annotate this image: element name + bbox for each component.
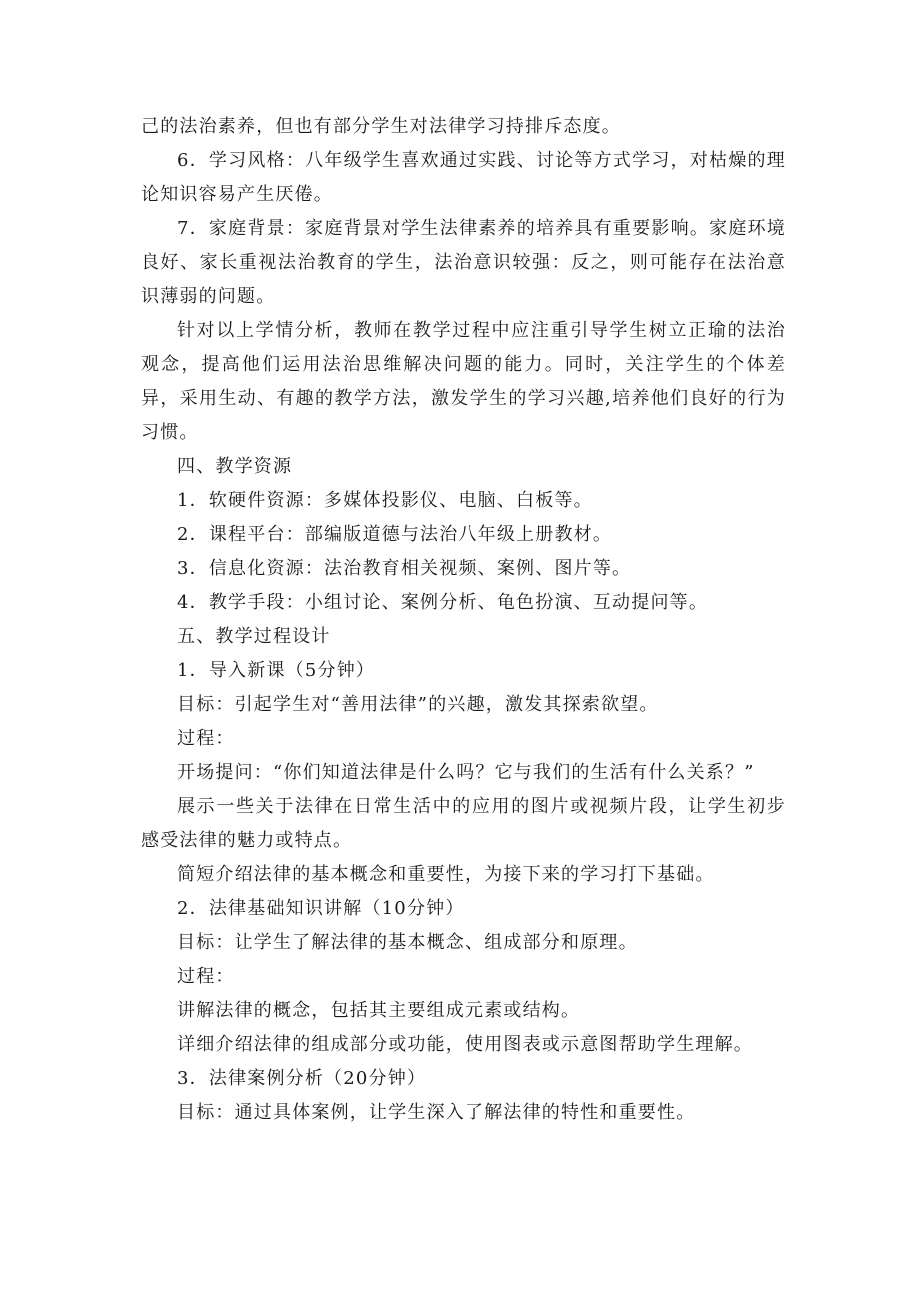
list-item-resource-4: 4．教学手段：小组讨论、案例分析、龟色扮演、互动提问等。 [177, 592, 709, 613]
heading-teaching-resources: 四、教学资源 [177, 456, 293, 477]
document-body [141, 110, 786, 1130]
subheading-intro: 1．导入新课（5分钟） [177, 660, 376, 681]
paragraph-basics-process-label: 过程： [177, 966, 235, 987]
paragraph-basics-goal: 目标：让学生了解法律的基本概念、组成部分和原理。 [177, 932, 638, 953]
paragraph-learning-style: 6．学习风格：八年级学生喜欢通过实践、讨论等方式学习，对枯燥的理论知识容易产生厌倦。 [141, 150, 786, 205]
list-item-resource-2: 2．课程平台：部编版道德与法治八年级上册教材。 [177, 524, 613, 545]
paragraph-case-goal: 目标：通过具体案例，让学生深入了解法律的特性和重要性。 [177, 1102, 696, 1123]
paragraph-intro-process-label: 过程： [177, 728, 235, 749]
paragraph-basics-detail: 详细介绍法律的组成部分或功能，使用图表或示意图帮助学生理解。 [177, 1034, 753, 1055]
paragraph-intro-brief: 简短介绍法律的基本概念和重要性，为接下来的学习打下基础。 [177, 864, 715, 885]
subheading-case-analysis: 3．法律案例分析（20分钟） [177, 1068, 427, 1089]
list-item-resource-1: 1．软硬件资源：多媒体投影仪、电脑、白板等。 [177, 490, 593, 511]
paragraph-basics-concept: 讲解法律的概念，包括其主要组成元素或结构。 [177, 1000, 581, 1021]
paragraph-continuation: 己的法治素养，但也有部分学生对法律学习持排斥态度。 [141, 116, 621, 137]
heading-teaching-process: 五、教学过程设计 [177, 626, 331, 647]
paragraph-intro-show: 展示一些关于法律在日常生活中的应用的图片或视频片段，让学生初步感受法律的魅力或特点。 [141, 796, 786, 851]
paragraph-intro-question: 开场提问：“你们知道法律是什么吗？它与我们的生活有什么关系？” [177, 762, 755, 783]
subheading-basics: 2．法律基础知识讲解（10分钟） [177, 898, 465, 919]
paragraph-family-background: 7．家庭背景：家庭背景对学生法律素养的培养具有重要影响。家庭环境良好、家长重视法治教育的学生，法治意识较强：反之，则可能存在法治意识薄弱的问题。 [141, 218, 786, 307]
paragraph-intro-goal: 目标：引起学生对“善用法律”的兴趣，激发其探索欲望。 [177, 694, 659, 715]
list-item-resource-3: 3．信息化资源：法治教育相关视频、案例、图片等。 [177, 558, 632, 579]
paragraph-analysis-summary: 针对以上学情分析，教师在教学过程中应注重引导学生树立正瑜的法治观念，提高他们运用法治思维解决问题的能力。同时，关注学生的个体差异，采用生动、有趣的教学方法，激发学生的学习兴趣,培养他们良好的行为习惯。 [141, 320, 786, 443]
